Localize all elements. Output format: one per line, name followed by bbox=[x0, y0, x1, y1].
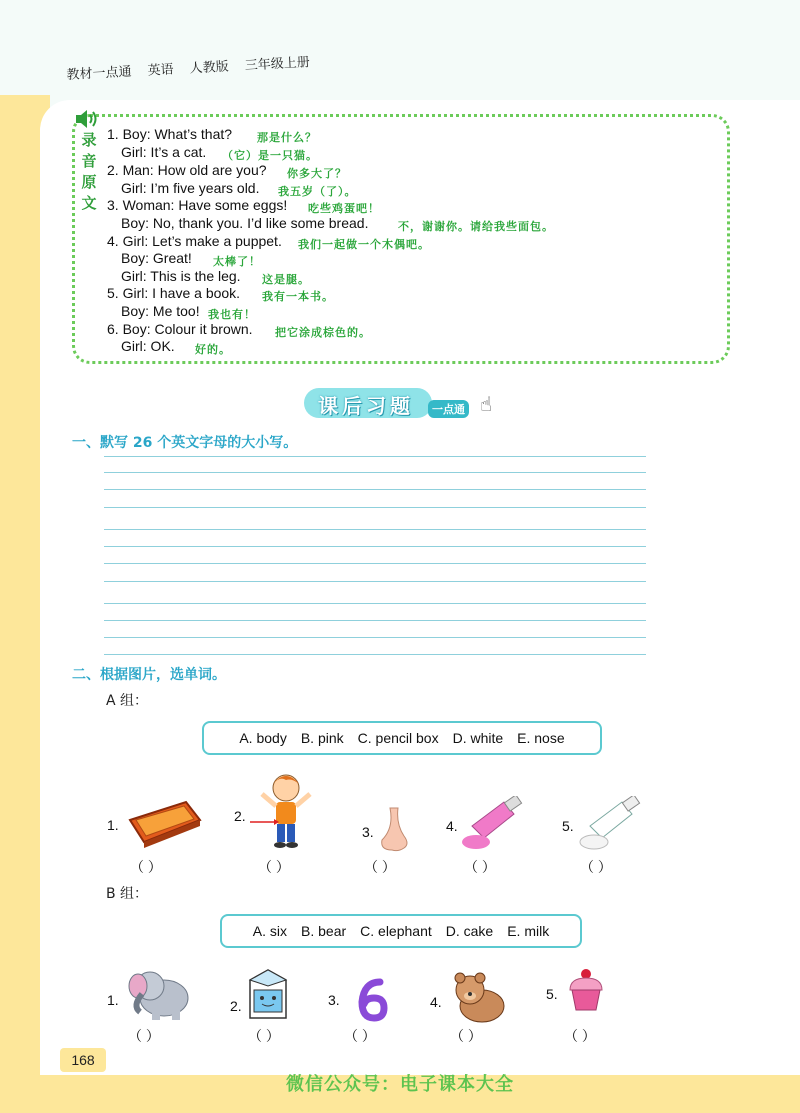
milk-carton-image bbox=[244, 966, 292, 1022]
page-number: 168 bbox=[60, 1048, 106, 1072]
writing-line bbox=[104, 620, 646, 621]
answer-blank[interactable]: （ ） bbox=[258, 859, 290, 875]
label-char: 录 bbox=[81, 131, 97, 149]
item-number: 3. bbox=[328, 992, 340, 1008]
top-background bbox=[0, 0, 800, 110]
option: B. bear bbox=[301, 923, 347, 939]
option: A. body bbox=[239, 730, 287, 746]
script-line-zh: 把它涂成棕色的。 bbox=[275, 326, 371, 339]
section-1-title: 一、默写 26 个英文字母的大小写。 bbox=[72, 435, 298, 451]
label-char: 原 bbox=[81, 173, 97, 191]
script-line-zh: 好的。 bbox=[195, 343, 231, 356]
item-number: 1. bbox=[107, 817, 119, 833]
script-line-en: 1. Boy: What’s that? bbox=[107, 126, 233, 142]
script-line-zh: 这是腿。 bbox=[262, 273, 310, 286]
script-line-zh: 太棒了！ bbox=[213, 255, 261, 268]
option: E. nose bbox=[517, 730, 565, 746]
script-line-en: 3. Woman: Have some eggs! bbox=[107, 197, 288, 213]
option: D. cake bbox=[445, 923, 494, 939]
pointing-hand-icon: ☝ bbox=[480, 392, 493, 416]
item-number: 2. bbox=[234, 808, 246, 824]
pink-paint-tube-image bbox=[458, 796, 526, 854]
writing-line bbox=[104, 507, 646, 508]
item-number: 1. bbox=[107, 992, 119, 1008]
answer-blank[interactable]: （ ） bbox=[130, 859, 162, 875]
script-line-zh: 吃些鸡蛋吧！ bbox=[308, 202, 380, 215]
label-char: 文 bbox=[81, 194, 97, 212]
answer-blank[interactable]: （ ） bbox=[564, 1028, 596, 1044]
answer-blank[interactable]: （ ） bbox=[344, 1028, 376, 1044]
writing-line bbox=[104, 456, 646, 457]
pencil-box-image bbox=[124, 798, 202, 848]
boy-body-image bbox=[248, 770, 318, 852]
script-line-en: 6. Boy: Colour it brown. bbox=[107, 321, 253, 337]
group-a-label: A 组： bbox=[106, 693, 149, 709]
answer-blank[interactable]: （ ） bbox=[248, 1028, 280, 1044]
item-number: 4. bbox=[446, 818, 458, 834]
script-line-en: Boy: No, thank you. I’d like some bread. bbox=[121, 215, 369, 231]
script-line-en: Boy: Me too! bbox=[121, 303, 200, 319]
script-line-en: Girl: I’m five years old. bbox=[121, 180, 260, 196]
option: C. pencil box bbox=[357, 730, 439, 746]
writing-line bbox=[104, 603, 646, 604]
number-six-image bbox=[352, 976, 392, 1022]
writing-line bbox=[104, 472, 646, 473]
script-line-zh: 我们一起做一个木偶吧。 bbox=[298, 238, 430, 251]
writing-line bbox=[104, 637, 646, 638]
script-line-zh: 那是什么？ bbox=[257, 131, 317, 144]
group-b-options bbox=[220, 914, 582, 948]
exercise-banner bbox=[304, 384, 504, 428]
answer-blank[interactable]: （ ） bbox=[364, 859, 396, 875]
item-number: 5. bbox=[562, 818, 574, 834]
script-line-zh: 不，谢谢你。请给我些面包。 bbox=[398, 220, 554, 233]
nose-image bbox=[376, 806, 412, 854]
script-line-en: 2. Man: How old are you? bbox=[107, 162, 267, 178]
recording-script-label bbox=[80, 130, 98, 214]
writing-line bbox=[104, 563, 646, 564]
answer-blank[interactable]: （ ） bbox=[128, 1028, 160, 1044]
speaker-icon bbox=[74, 108, 100, 130]
option: B. pink bbox=[300, 730, 344, 746]
script-line-en: Boy: Great! bbox=[121, 250, 192, 266]
header-edition: 人教版 bbox=[189, 59, 230, 77]
script-line-zh: 我也有！ bbox=[208, 308, 256, 321]
answer-blank[interactable]: （ ） bbox=[580, 859, 612, 875]
elephant-image bbox=[124, 962, 196, 1022]
script-line-en: 5. Girl: I have a book. bbox=[107, 285, 241, 301]
footer-watermark: 微信公众号：电子课本大全 bbox=[286, 1074, 514, 1095]
script-line-zh: 你多大了？ bbox=[287, 167, 347, 180]
writing-line bbox=[104, 489, 646, 490]
banner-subtitle: 一点通 bbox=[428, 400, 469, 418]
option: E. milk bbox=[507, 923, 550, 939]
script-line-zh: （它）是一只猫。 bbox=[222, 149, 318, 162]
writing-line bbox=[104, 581, 646, 582]
cake-image bbox=[566, 968, 606, 1014]
script-line-en: Girl: It’s a cat. bbox=[121, 144, 207, 160]
script-line-zh: 我有一本书。 bbox=[262, 290, 334, 303]
answer-blank[interactable]: （ ） bbox=[464, 859, 496, 875]
section-2-title: 二、根据图片，选单词。 bbox=[72, 667, 226, 683]
option: D. white bbox=[452, 730, 504, 746]
banner-title: 课后习题 bbox=[318, 394, 414, 418]
header-subject: 英语 bbox=[147, 62, 175, 79]
writing-line bbox=[104, 529, 646, 530]
item-number: 5. bbox=[546, 986, 558, 1002]
item-number: 2. bbox=[230, 998, 242, 1014]
writing-line bbox=[104, 546, 646, 547]
option: A. six bbox=[252, 923, 287, 939]
script-line-en: Girl: OK. bbox=[121, 338, 175, 354]
group-a-options bbox=[202, 721, 602, 755]
white-paint-tube-image bbox=[576, 796, 644, 854]
item-number: 4. bbox=[430, 994, 442, 1010]
header-book: 教材一点通 bbox=[66, 64, 132, 83]
answer-blank[interactable]: （ ） bbox=[450, 1028, 482, 1044]
option: C. elephant bbox=[360, 923, 432, 939]
header-grade: 三年级上册 bbox=[244, 55, 311, 74]
bear-image bbox=[446, 970, 510, 1024]
label-char: 音 bbox=[81, 152, 97, 170]
writing-line bbox=[104, 654, 646, 655]
script-line-en: 4. Girl: Let’s make a puppet. bbox=[107, 233, 282, 249]
script-line-en: Girl: This is the leg. bbox=[121, 268, 241, 284]
script-line-zh: 我五岁（了）。 bbox=[278, 185, 357, 198]
group-b-label: B 组： bbox=[106, 886, 149, 902]
item-number: 3. bbox=[362, 824, 374, 840]
